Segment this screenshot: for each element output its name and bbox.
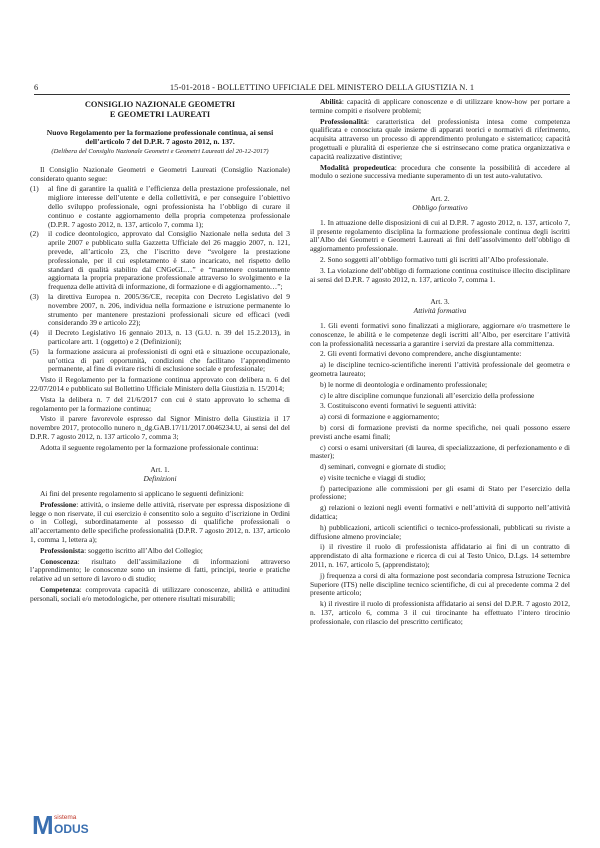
item-number: (4) — [30, 328, 39, 338]
page-number: 6 — [34, 83, 39, 92]
definition-term: Conoscenza — [40, 556, 78, 566]
article-3-paragraph: g) relazioni o lezioni negli eventi formativi e nell’attività di supporto nell’attività didattica; — [310, 503, 570, 522]
running-title: 15-01-2018 - BOLLETTINO UFFICIALE DEL MINISTERO DELLA GIUSTIZIA N. 1 — [169, 83, 475, 92]
regulation-subtitle: (Delibera del Consiglio Nazionale Geometri e Geometri Laureati del 20-12-2017) — [51, 147, 269, 155]
article-2-paragraph: 2. Sono soggetti all’obbligo formativo tutti gli iscritti all’Albo professionale. — [320, 254, 549, 264]
definition-term: Modalità propedeutica — [320, 162, 395, 172]
article-3-paragraph: c) le altre discipline comunque funzionali all’esercizio della professione — [320, 390, 535, 400]
definition-text: : capacità di applicare conoscenze e di utilizzare know-how per portare a termine compiti e risolvere problemi; — [310, 97, 570, 115]
list-item — [30, 230, 290, 292]
issuing-body — [30, 100, 290, 119]
item-number: (5) — [30, 346, 39, 356]
article-3-paragraph: a) le discipline tecnico-scientifiche inerenti l’attività professionale del geometra e geometra laureato; — [310, 360, 570, 378]
definition-term: Competenza — [40, 585, 80, 595]
definition-text: : soggetto iscritto all’Albo del Collegio; — [84, 545, 203, 555]
definition-paragraph — [30, 547, 290, 556]
definition-paragraph — [30, 586, 290, 604]
definition-paragraph — [310, 98, 570, 116]
page-header — [34, 83, 570, 92]
modus-logo — [30, 808, 110, 838]
definition-paragraph — [30, 501, 290, 545]
visto-paragraph: Visto il Regolamento per la formazione continua approvato con delibera n. 6 del 22/07/2014 e pubblicato sul Bollettino Ufficiale Ministero della Giustizia n. 15/2014; — [30, 375, 290, 393]
article-3-paragraph: b) corsi di formazione previsti da norme specifiche, nei quali possono essere previsti anche esami finali; — [310, 422, 570, 441]
definition-paragraph — [30, 558, 290, 584]
definition-text: : procedura che consente la possibilità di accedere al modulo o sezione successiva mediante superamento di un test auto-valutativo. — [310, 162, 570, 181]
definition-term: Abilità — [320, 97, 342, 106]
article-3-paragraph: k) il rivestire il ruolo di professionista affidatario ai sensi del D.P.R. 7 agosto 2012, n. 137, articolo 6, comma 3 il cui tirocinante ha effettuato l’intero tirocinio professionale, con rilascio del prescritto certificato; — [310, 599, 570, 626]
definition-text: : attività, o insieme delle attività, riservate per espressa disposizione di legge o non riservate, il cui esercizio è consentito solo a seguito d’iscrizione in Ordini o in Collegi, subordinatamente al possesso di qualifiche professionali o all’accertamento delle specifiche professionalità (D.P.R. 7 agosto 2012, n. 137, articolo 1, comma 1, lettera a); — [30, 499, 290, 545]
article-3-paragraph: f) partecipazione alle commissioni per gli esami di Stato per l’esercizio della professione; — [310, 483, 570, 502]
issuing-body-line2: E GEOMETRI LAUREATI — [109, 109, 211, 119]
article-3-paragraph: a) corsi di formazione e aggiornamento; — [320, 412, 440, 422]
item-number: (2) — [30, 229, 39, 239]
article-3-paragraph: 3. Costituiscono eventi formativi le seguenti attività: — [320, 401, 477, 411]
intro-paragraph: Il Consiglio Nazionale Geometri e Geometri Laureati (Consiglio Nazionale) considerato quanto segue: — [30, 164, 290, 183]
parere-paragraph: Visto il parere favorevole espresso dal Signor Ministro della Giustizia il 17 novembre 2017, protocollo nunero n_dg.GAB.17/11/2017.0046234.U, ai sensi del del D.P.R. 7 agosto 2012, n. 137 articolo 7, comma 3; — [30, 414, 290, 441]
item-text: la direttiva Europea n. 2005/36/CE, recepita con Decreto Legislativo del 9 novembre 2007, n. 206, individua nella formazione e istruzione permanente lo strumento per mantenere prestazioni professionali sicure ed efficaci (vedi considerando 39 e articolo 22); — [48, 291, 290, 328]
logo-line1: sistema — [54, 814, 77, 821]
item-text: al fine di garantire la qualità e l’efficienza della prestazione professionale, nel migliore interesse dell’utente e della collettività, e per conseguire l’obiettivo dello sviluppo professionale, ogni professionista ha l’obbligo di curare il continuo e costante aggiornamento della propria competenza professionale (D.P.R. 7 agosto 2012, n. 137, articolo 7, comma 1); — [48, 184, 290, 229]
list-item — [30, 329, 290, 347]
definition-term: Professione — [40, 499, 77, 509]
header-rule — [34, 94, 570, 95]
definition-paragraph — [310, 118, 570, 162]
article-3-paragraph: 2. Gli eventi formativi devono comprendere, anche disgiuntamente: — [320, 349, 522, 359]
article-3-number: Art. 3. — [430, 297, 450, 307]
item-text: la formazione assicura ai professionisti di ogni età e situazione occupazionale, un’ottica di pari opportunità, condizioni che facilitano l’apprendimento permanente, al fine di evitare rischi di esclusione sociale e professionale; — [48, 346, 290, 374]
article-3-paragraph: 1. Gli eventi formativi sono finalizzati a migliorare, aggiornare e/o trasmettere le conoscenze, le abilità e le competenze degli iscritti all’Albo, per esercitare l’attività con la professionalità necessaria a garantire i servizi da prestare alla committenza. — [310, 320, 570, 348]
article-3-paragraph: e) visite tecniche e viaggi di studio; — [320, 472, 426, 482]
vista-paragraph: Vista la delibera n. 7 del 21/6/2017 con cui è stato approvato lo schema di regolamento per la formazione continua; — [30, 394, 290, 413]
definition-term: Professionalità — [320, 116, 367, 126]
item-number: (1) — [30, 184, 39, 194]
list-item — [30, 348, 290, 374]
article-3-paragraph: c) corsi o esami universitari (di laurea, di specializzazione, di perfezionamento e di master); — [310, 442, 570, 461]
definition-term: Professionista — [40, 545, 85, 555]
article-3-paragraph: d) seminari, convegni e giornate di studio; — [320, 462, 446, 472]
item-number: (3) — [30, 291, 39, 301]
article-3-paragraph: j) frequenza a corsi di alta formazione post secondaria compresa Istruzione Tecnica Superiore (ITS) nelle discipline tecnico scientifiche, di cui al precedente comma 2 del presente articolo; — [310, 570, 570, 598]
considerata-list — [30, 185, 290, 374]
adotta-paragraph: Adotta il seguente regolamento per la formazione professionale continua: — [40, 442, 259, 452]
article-1-title: Definizioni — [143, 474, 177, 484]
definition-paragraph — [310, 164, 570, 182]
left-column — [30, 98, 290, 606]
regulation-title: Nuovo Regolamento per la formazione professionale continua, ai sensi dell’articolo 7 del D.P.R. 7 agosto 2012, n. 137. — [46, 128, 274, 146]
issuing-body-line1: CONSIGLIO NAZIONALE GEOMETRI — [84, 100, 236, 109]
logo-initial: M — [32, 810, 54, 838]
item-text: il codice deontologico, approvato dal Consiglio Nazionale nella seduta del 3 aprile 2007 e pubblicato sulla Gazzetta Ufficiale del 26 maggio 2007, n. 121, prevede, all’articolo 23, che l’iscritto deve “svolgere la prestazione professionale, per il cui espletamento è stato incaricato, nel rispetto dello standard di qualità stabilito dal CNGeGL…” e “mantenere costantemente aggiornata la propria preparazione professionale attraverso lo svolgimento e la frequenza delle attività di informazione, di formazione e di aggiornamento…”; — [48, 229, 290, 292]
article-3-title: Attività formativa — [413, 306, 467, 316]
article-1-intro: Ai fini del presente regolamento si applicano le seguenti definizioni: — [40, 489, 244, 499]
item-text: il Decreto Legislativo 16 gennaio 2013, n. 13 (G.U. n. 39 del 15.2.2013), in particolare artt. 1 (oggetto) e 2 (Definizioni); — [48, 328, 290, 346]
logo-line2: ODUS — [54, 822, 89, 836]
article-2-number: Art. 2. — [430, 194, 450, 204]
definition-text: : comprovata capacità di utilizzare conoscenze, abilità e attitudini personali, sociali e/o metodologiche, per ottenere risultati misurabili; — [30, 585, 290, 603]
definition-text: : caratteristica del professionista intesa come competenza qualificata e conosciuta quale insieme di apparati teorici e normativi di riferimento, acquisita attraverso un processo di apprendimento prolungato e sistematico; capacità progettuali e pluralità di esperienze che si estrinsecano come pratica organizzativa e capacità realizzative distintive; — [310, 116, 570, 161]
list-item — [30, 185, 290, 229]
article-2-title: Obbligo formativo — [412, 202, 468, 212]
article-3-paragraph: b) le norme di deontologia e ordinamento professionale; — [320, 379, 488, 389]
article-2-paragraph: 1. In attuazione delle disposizioni di cui al D.P.R. 7 agosto 2012, n. 137, articolo 7, il presente regolamento disciplina la formazione professionale continua degli iscritti all’Albo dei Geometri e Geometri Laureati ai fini dell’assolvimento dell’obbligo di aggiornamento professionale. — [310, 217, 570, 254]
list-item — [30, 293, 290, 328]
right-column — [310, 98, 570, 629]
definition-text: : risultato dell’assimilazione di informazioni attraverso l’apprendimento; le conoscenze sono un insieme di fatti, principi, teorie e pratiche relative ad un settore di lavoro o di studio; — [30, 556, 290, 584]
article-3-paragraph: i) il rivestire il ruolo di professionista affidatario ai fini di un contratto di apprendistato di alta formazione e ricerca di cui al Testo Unico, D.Lgs. 14 settembre 2011, n. 167, articolo 5, (apprendistato); — [310, 542, 570, 570]
article-3-paragraph: h) pubblicazioni, articoli scientifici o tecnico-professionali, pubblicati su riviste a diffusione almeno provinciale; — [310, 522, 570, 541]
article-2-paragraph: 3. La violazione dell’obbligo di formazione continua costituisce illecito disciplinare ai sensi del D.P.R. 7 agosto 2012, n. 137, articolo 7, comma 1. — [310, 265, 570, 284]
article-1-number: Art. 1. — [150, 465, 170, 475]
